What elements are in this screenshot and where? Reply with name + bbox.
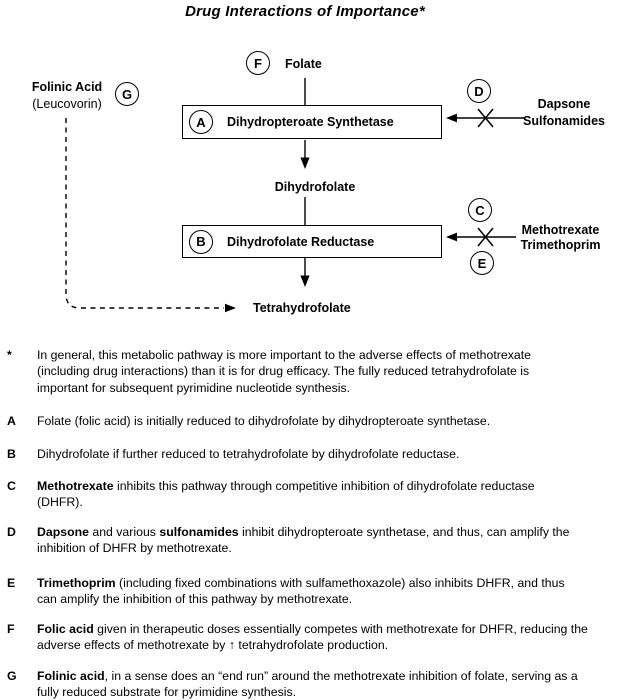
inhibitor-dapsone-sulfonamides xyxy=(518,96,610,130)
footnote-c xyxy=(0,478,615,511)
footnote-text: Folic acid given in therapeutic doses essentially competes with methotrexate for DHFR, reducing the adverse effects of methotrexate by ↑ tetrahydrofolate production. xyxy=(37,622,588,653)
footnote-asterisk xyxy=(0,347,615,396)
inhibitor-methotrexate-trimethoprim xyxy=(513,223,608,253)
footnote-label: F xyxy=(7,622,15,636)
inhibitor-line: Methotrexate xyxy=(521,223,600,237)
footnote-text: Folinic acid, in a sense does an “end run” around the methotrexate inhibition of folate, serving as a fully reduced substrate for pyrimidine synthesis. xyxy=(37,669,578,700)
inhibition-arrowhead-methotrexate-icon xyxy=(446,233,457,242)
footnote-label: C xyxy=(7,479,16,493)
inhibitor-line: Trimethoprim xyxy=(520,238,601,252)
footnote-text: In general, this metabolic pathway is more important to the adverse effects of methotrexate (including drug interactions) than it is for drug efficacy. The fully reduced tetrahydrofolate is important for subsequent pyrimidine nucleotide synthesis. xyxy=(37,348,531,395)
folinic-acid-label xyxy=(8,79,126,113)
enzyme-box-dihydropteroate-synthetase xyxy=(182,105,442,139)
marker-circle-b: B xyxy=(189,230,213,254)
tetrahydrofolate-label: Tetrahydrofolate xyxy=(253,301,351,315)
footnote-label: E xyxy=(7,576,16,590)
folinic-acid-line1: Folinic Acid xyxy=(31,80,103,94)
footnote-a xyxy=(0,413,615,429)
footnote-label: D xyxy=(7,525,16,539)
inhibition-arrowhead-dapsone-icon xyxy=(446,114,457,123)
arrowhead-to-dihydrofolate-icon xyxy=(300,158,309,170)
marker-circle-c: C xyxy=(468,198,492,222)
pathway-lines xyxy=(0,0,622,340)
enzyme-label-reductase: Dihydrofolate Reductase xyxy=(227,234,375,249)
footnote-label: B xyxy=(7,447,16,461)
footnote-text: Dihydrofolate if further reduced to tetrahydrofolate by dihydrofolate reductase. xyxy=(37,447,460,461)
arrowhead-to-tetrahydrofolate-icon xyxy=(300,276,309,288)
footnote-label: G xyxy=(7,669,17,683)
folate-label: Folate xyxy=(285,57,322,71)
footnote-d xyxy=(0,524,615,557)
enzyme-label-synthetase: Dihydropteroate Synthetase xyxy=(227,115,394,129)
pathway-diagram xyxy=(0,0,622,340)
marker-circle-d: D xyxy=(467,79,491,103)
marker-circle-a: A xyxy=(189,110,213,134)
footnote-text: Trimethoprim (including fixed combinations with sulfamethoxazole) also inhibits DHFR, and thus can amplify the inhibition of this pathway by methotrexate. xyxy=(37,576,565,607)
folinic-acid-line2: (Leucovorin) xyxy=(32,97,102,111)
footnote-label: A xyxy=(7,414,16,428)
footnote-f xyxy=(0,621,615,654)
footnote-b xyxy=(0,446,615,462)
inhibitor-line: Sulfonamides xyxy=(523,114,605,128)
marker-circle-f: F xyxy=(246,51,270,75)
figure-title: Drug Interactions of Importance* xyxy=(185,3,425,20)
footnote-g xyxy=(0,668,615,700)
inhibitor-line: Dapsone xyxy=(537,97,591,111)
dashed-bypass-line xyxy=(66,118,224,308)
dihydrofolate-label: Dihydrofolate xyxy=(274,180,356,194)
footnote-e xyxy=(0,575,615,608)
marker-circle-e: E xyxy=(470,251,494,275)
footnote-text: Methotrexate inhibits this pathway through competitive inhibition of dihydrofolate reductase (DHFR). xyxy=(37,479,535,510)
footnote-text: Dapsone and various sulfonamides inhibit dihydropteroate synthetase, and thus, can amplify the inhibition of DHFR by methotrexate. xyxy=(37,525,570,556)
footnote-label: * xyxy=(7,348,12,362)
footnote-text: Folate (folic acid) is initially reduced to dihydrofolate by dihydropteroate synthetase. xyxy=(37,414,491,428)
enzyme-box-dihydrofolate-reductase xyxy=(182,225,442,258)
marker-circle-g: G xyxy=(115,82,139,106)
dashed-bypass-arrowhead-icon xyxy=(225,304,236,312)
